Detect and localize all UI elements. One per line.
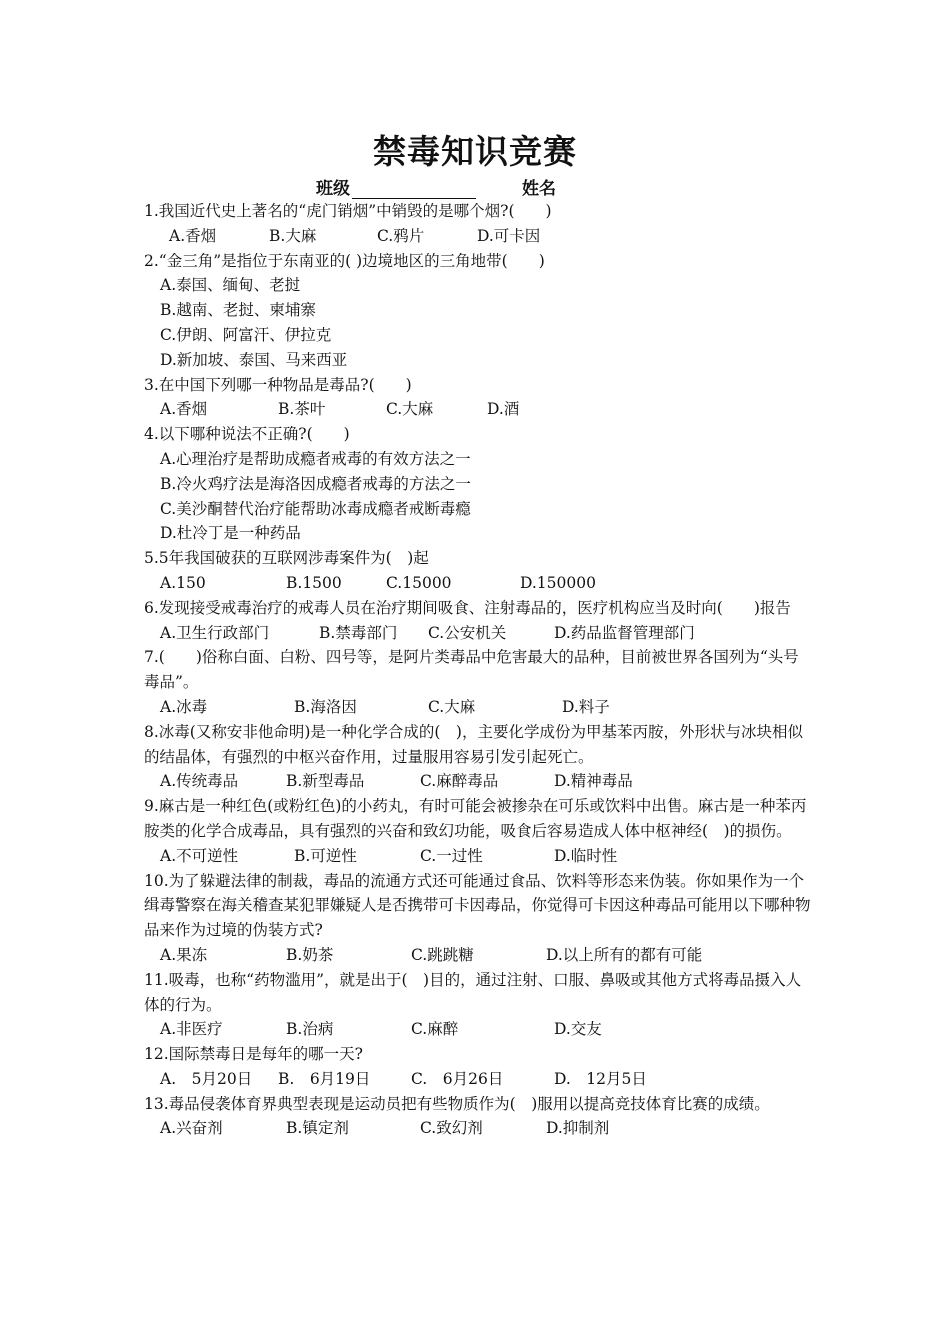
option[interactable]: C.麻醉毒品 [420,772,499,791]
option[interactable]: A.不可逆性 [160,846,239,865]
option[interactable]: C.大麻 [428,697,476,716]
class-blank[interactable] [352,180,476,199]
option[interactable]: B.新型毒品 [286,772,365,791]
option[interactable]: D.精神毒品 [554,772,633,791]
option[interactable]: C.公安机关 [428,623,507,642]
option[interactable]: D.交友 [554,1020,602,1039]
option[interactable]: A.冰毒 [160,697,208,716]
question-9: 9.麻古是一种红色(或粉红色)的小药丸，有时可能会被掺杂在可乐或饮料中出售。麻古是一种苯丙胺类的化学合成毒品，具有强烈的兴奋和致幻功能，吸食后容易造成人体中枢神经( )的损伤。 [144,797,807,840]
option[interactable]: A.150 [160,573,206,592]
option[interactable]: A.果冻 [160,945,208,964]
option[interactable]: B.镇定剂 [286,1119,349,1138]
option[interactable]: A.泰国、缅甸、老挝 [160,276,301,295]
option[interactable]: D.可卡因 [477,226,541,245]
option[interactable]: C.伊朗、阿富汗、伊拉克 [160,325,332,344]
question-9-options [144,844,814,869]
option[interactable]: D.临时性 [554,846,618,865]
option[interactable]: A.兴奋剂 [160,1119,223,1138]
question-11: 11.吸毒，也称“药物滥用”，就是出于( )目的，通过注射、口服、鼻吸或其他方式将毒品摄入人体的行为。 [144,970,802,1014]
option[interactable]: A.非医疗 [160,1020,223,1039]
question-list [144,199,814,1141]
option[interactable]: D.以上所有的都有可能 [546,945,703,964]
class-label: 班级 [316,179,350,199]
option[interactable]: D.新加坡、泰国、马来西亚 [160,350,348,369]
option[interactable]: A.传统毒品 [160,772,239,791]
question-1: 1.我国近代史上著名的“虎门销烟”中销毁的是哪个烟?( ) [144,202,552,220]
option[interactable]: C.致幻剂 [420,1119,483,1138]
question-4: 4.以下哪种说法不正确?( ) [144,425,350,444]
option[interactable]: D.料子 [562,697,610,716]
option[interactable]: B. 6月19日 [278,1069,371,1088]
option[interactable]: A.香烟 [160,400,208,419]
question-7: 7.( )俗称白面、白粉、四号等，是阿片类毒品中危害最大的品种，目前被世界各国列为“头号毒品”。 [144,648,799,692]
question-12-options [144,1067,814,1092]
question-3: 3.在中国下列哪一种物品是毒品?( ) [144,375,412,394]
question-10: 10.为了躲避法律的制裁，毒品的流通方式还可能通过食品、饮料等形态来伪装。你如果作为一个缉毒警察在海关稽查某犯罪嫌疑人是否携带可卡因毒品，你觉得可卡因这种毒品可能用以下哪种物品来作为过境的伪装方式? [144,871,811,940]
question-6: 6.发现接受戒毒治疗的戒毒人员在治疗期间吸食、注射毒品的，医疗机构应当及时向( )报告 [144,598,791,617]
option[interactable]: B.可逆性 [294,846,357,865]
question-13: 13.毒品侵袭体育界典型表现是运动员把有些物质作为( )服用以提高竞技体育比赛的成绩。 [144,1094,770,1113]
option[interactable]: B.禁毒部门 [319,623,398,642]
question-8-options [144,769,814,794]
option[interactable]: D.杜冷丁是一种药品 [160,524,301,543]
option[interactable]: C.大麻 [386,400,434,419]
option[interactable]: B.海洛因 [294,697,357,716]
question-11-options [144,1017,814,1042]
question-2: 2.“金三角”是指位于东南亚的( )边境地区的三角地带( ) [144,251,545,270]
question-5-options [144,571,814,596]
question-10-options [144,943,814,968]
question-6-options [144,621,814,646]
name-label: 姓名 [522,179,556,199]
option[interactable]: C.鸦片 [377,226,425,245]
option[interactable]: D. 12月5日 [554,1069,647,1088]
option[interactable]: D.酒 [487,400,520,419]
option[interactable]: C. 6月26日 [411,1069,504,1088]
option[interactable]: C.跳跳糖 [411,945,474,964]
option[interactable]: C.麻醉 [411,1020,459,1039]
option[interactable]: C.美沙酮替代治疗能帮助冰毒成瘾者戒断毒瘾 [160,499,471,518]
option[interactable]: B.冷火鸡疗法是海洛因成瘾者戒毒的方法之一 [160,474,471,493]
option[interactable]: A. 5月20日 [160,1069,253,1088]
option[interactable]: C.一过性 [420,846,483,865]
option[interactable]: D.药品监督管理部门 [554,623,695,642]
option[interactable]: B.奶茶 [286,945,334,964]
question-1-options [144,224,814,249]
question-5: 5.5年我国破获的互联网涉毒案件为( )起 [144,549,429,568]
question-3-options [144,397,814,422]
option[interactable]: D.抑制剂 [546,1119,610,1138]
option[interactable]: B.越南、老挝、柬埔寨 [160,301,316,320]
option[interactable]: B.大麻 [269,226,317,245]
option[interactable]: B.1500 [286,573,342,592]
option[interactable]: A.心理治疗是帮助成瘾者戒毒的有效方法之一 [160,449,471,468]
option[interactable]: A.香烟 [169,226,217,245]
option[interactable]: B.茶叶 [278,400,326,419]
option[interactable]: A.卫生行政部门 [160,623,270,642]
option[interactable]: C.15000 [386,573,452,592]
question-7-options [144,695,814,720]
question-12: 12.国际禁毒日是每年的哪一天? [144,1045,363,1064]
page-title: 禁毒知识竞赛 [373,132,577,171]
question-8: 8.冰毒(又称安非他命明)是一种化学合成的( )，主要化学成份为甲基苯丙胺，外形状与冰块相似的结晶体，有强烈的中枢兴奋作用，过量服用容易引发引起死亡。 [144,722,803,766]
option[interactable]: B.治病 [286,1020,334,1039]
question-13-options [144,1116,814,1141]
student-info-line [316,174,556,199]
option[interactable]: D.150000 [520,573,596,592]
